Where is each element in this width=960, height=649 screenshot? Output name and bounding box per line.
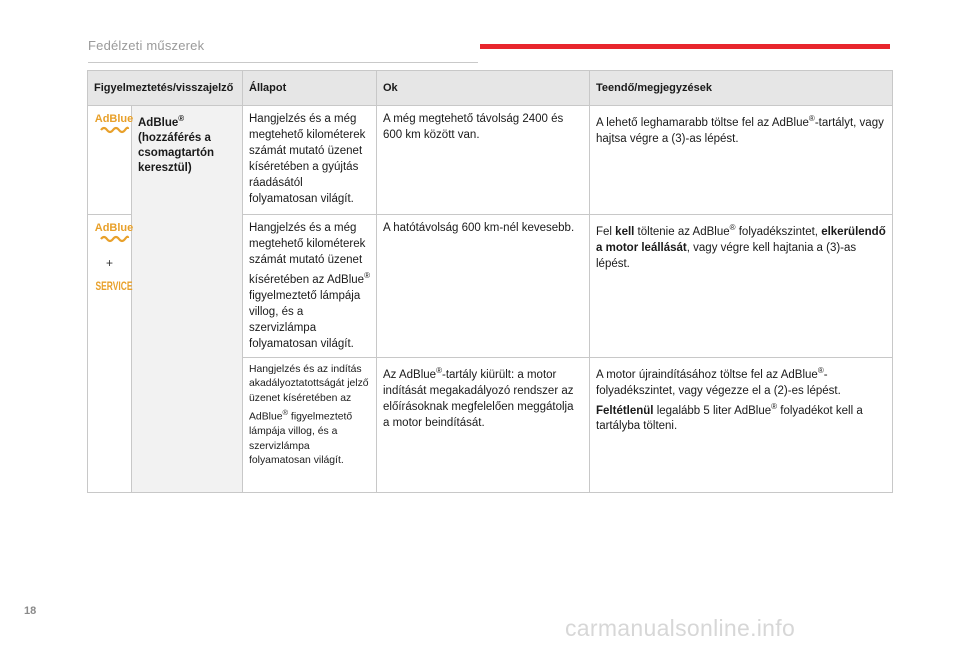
icon-cell bbox=[88, 106, 132, 215]
row3-cause bbox=[377, 357, 590, 492]
icon-cell bbox=[88, 215, 132, 493]
table-header-row bbox=[88, 71, 893, 106]
row2-state bbox=[243, 215, 377, 358]
adblue-warning-icon bbox=[94, 111, 134, 140]
text-part: , vagy végre kell hajtania a (3)-as lépést. bbox=[596, 241, 857, 270]
registered-mark: ® bbox=[282, 408, 289, 418]
text-part: figyelmeztető lámpája villog, és a szervizlámpa folyamatosan világít. bbox=[249, 289, 361, 350]
text-bold: kell bbox=[615, 225, 635, 238]
text-part: Az AdBlue bbox=[383, 368, 437, 381]
text-part: A lehető leghamarabb töltse fel az AdBlue bbox=[596, 116, 809, 129]
watermark: carmanualsonline.info bbox=[565, 615, 796, 641]
adblue-icon-text: AdBlue bbox=[94, 113, 134, 125]
text-part: folyadékot kell a tartályba tölteni. bbox=[596, 404, 863, 433]
row2-action bbox=[590, 215, 893, 358]
text-part: legalább 5 liter AdBlue bbox=[653, 404, 772, 417]
state-cell-adblue bbox=[132, 106, 243, 493]
row3-state bbox=[243, 357, 377, 492]
header-divider bbox=[88, 62, 478, 63]
text-part: figyelmeztető lámpája villog, és a szervizlámpa folyamatosan világít. bbox=[249, 411, 353, 467]
text-part: Hangjelzés és az indítás akadályoztatottságát jelző üzenet kíséretében az AdBlue bbox=[249, 363, 369, 423]
header-accent-bar bbox=[480, 44, 890, 49]
text-part: Fel bbox=[596, 225, 616, 238]
row1-action bbox=[590, 106, 893, 215]
service-icon-text: SERVICE bbox=[95, 279, 133, 293]
text-part: -folyadékszintet, vagy végezze el a (2)-es lépést. bbox=[596, 368, 841, 397]
column-header-action: Teendő/megjegyzések bbox=[590, 71, 893, 106]
registered-mark: ® bbox=[817, 365, 824, 375]
service-warning-icon bbox=[94, 277, 134, 298]
registered-mark: ® bbox=[364, 271, 370, 280]
page-number: 18 bbox=[24, 605, 37, 617]
text-bold: elkerülendő a motor leállását bbox=[596, 225, 886, 254]
registered-mark: ® bbox=[808, 114, 815, 123]
text-part: folyadékszintet, bbox=[735, 225, 822, 238]
row1-cause: A még megtehető távolság 2400 és 600 km között van. bbox=[377, 106, 590, 215]
row3-action bbox=[590, 357, 893, 492]
registered-mark: ® bbox=[178, 114, 185, 123]
row1-state: Hangjelzés és a még megtehető kilométerek számát mutató üzenet kíséretében a gyújtás ráadásától folyamatosan világít. bbox=[243, 106, 377, 215]
column-header-cause: Ok bbox=[377, 71, 590, 106]
plus-sign: + bbox=[105, 256, 113, 270]
registered-mark: ® bbox=[771, 401, 778, 411]
adblue-warning-icon bbox=[94, 220, 134, 249]
row2-cause: A hatótávolság 600 km-nél kevesebb. bbox=[377, 215, 590, 358]
section-title: Fedélzeti műszerek bbox=[88, 38, 205, 53]
state-title: AdBlue bbox=[138, 116, 179, 129]
text-part: -tartály kiürült: a motor indítását megakadályozó rendszer az előírásoknak megfelelően meggátolja a motor beindítását. bbox=[383, 368, 574, 429]
text-part: Hangjelzés és a még megtehető kilométerek számát mutató üzenet kíséretében az AdBlue bbox=[249, 222, 366, 286]
column-header-warning: Figyelmeztetés/visszajelző bbox=[88, 71, 243, 106]
text-part: töltenie az AdBlue bbox=[634, 225, 730, 238]
table-row bbox=[88, 106, 893, 215]
text-part: A motor újraindításához töltse fel az AdBlue bbox=[596, 368, 818, 381]
registered-mark: ® bbox=[436, 365, 442, 375]
column-header-state: Állapot bbox=[243, 71, 377, 106]
text-part: -tartályt, vagy hajtsa végre a (3)-as lépést. bbox=[596, 116, 884, 145]
text-bold: Feltétlenül bbox=[596, 404, 654, 417]
registered-mark: ® bbox=[729, 223, 736, 232]
state-description: (hozzáférés a csomagtartón keresztül) bbox=[138, 131, 215, 174]
warning-light-table bbox=[87, 70, 893, 493]
adblue-icon-text: AdBlue bbox=[94, 222, 134, 234]
